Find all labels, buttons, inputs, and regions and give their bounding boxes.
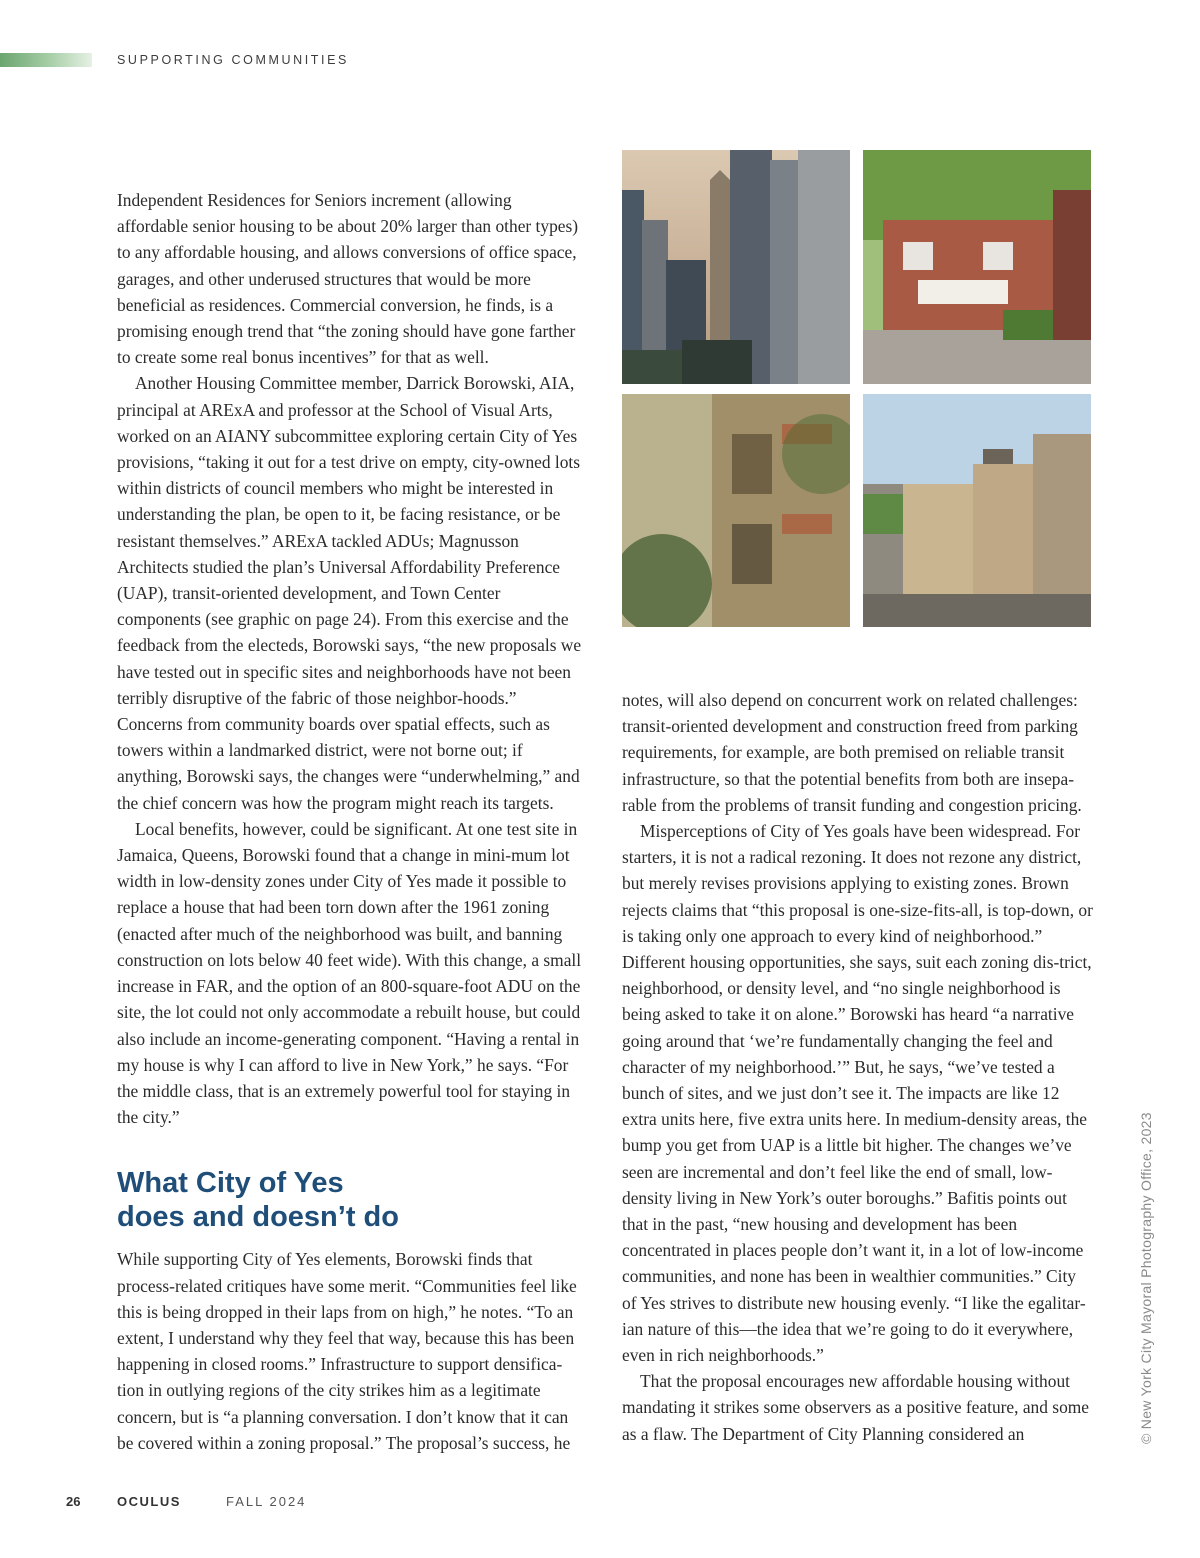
body-paragraph: notes, will also depend on concurrent work on related challenges: transit-oriented development and construction freed from parking requirements, for example, are both premised on reliable transit infrastructure, so that the potential benefits from both are insepa-rable from the problems of transit funding and congestion pricing.: [622, 690, 1082, 815]
photo-midtown-skyline: [622, 150, 850, 384]
body-paragraph: Another Housing Committee member, Darrick Borowski, AIA, principal at ARExA and professor at the School of Visual Arts, worked on an AIANY subcommittee exploring certain City of Yes provisions, “taking it out for a test drive on empty, city-owned lots within districts of council members who might be interested in understanding the plan, be open to it, be facing resistance, or be resistant themselves.” ARExA tackled ADUs; Magnusson Architects studied the plan’s Universal Affordability Preference (UAP), transit-oriented development, and Town Center components (see graphic on page 24). From this exercise and the feedback from the electeds, Borowski says, “the new proposals we have tested out in specific sites and neighborhoods have not been terribly disruptive of the fabric of those neighbor-hoods.” Concerns from community boards over spatial effects, such as towers within a landmarked district, were not borne out; if anything, Borowski says, the changes were “underwhelming,” and the chief concern was how the program might reach its targets.: [117, 373, 582, 813]
body-paragraph: That the proposal encourages new affordable housing without mandating it strikes some observers as a positive feature, and some as a flaw. The Department of City Planning considered an: [622, 1371, 1090, 1444]
photo-apartment-blocks: [863, 394, 1091, 627]
photo-brownstone-facades: [622, 394, 850, 627]
section-accent-bar: [0, 53, 92, 67]
section-subhead: What City of Yes does and doesn’t do: [117, 1167, 399, 1234]
photo-credit: © New York City Mayoral Photography Office, 2023: [1138, 1112, 1154, 1444]
publication-name: OCULUS: [117, 1494, 181, 1509]
page-number: 26: [66, 1494, 81, 1509]
issue-label: FALL 2024: [226, 1494, 307, 1509]
body-paragraph: Local benefits, however, could be significant. At one test site in Jamaica, Queens, Borowski found that a change in mini-mum lot width in low-density zones under City of Yes made it possible to replace a house that had been torn down after the 1961 zoning (enacted after much of the neighborhood was built, and banning construction on lots below 40 feet wide). With this change, a small increase in FAR, and the option of an 800-square-foot ADU on the site, the lot could not only accommodate a rebuilt house, but could also include an income-generating component. “Having a rental in my house is why I can afford to live in New York,” he says. “For the middle class, that is an extremely powerful tool for staying in the city.”: [117, 818, 582, 1128]
body-paragraph: Independent Residences for Seniors increment (allowing affordable senior housing to be about 20% larger than other types) to any affordable housing, and allows conversions of office space, garages, and other underused structures that would be more beneficial as residences. Commercial conversion, he finds, is a promising enough trend that “the zoning should have gone farther to create some real bonus incentives” for that as well.: [117, 190, 579, 368]
left-column: [117, 187, 585, 1456]
body-paragraph: While supporting City of Yes elements, Borowski finds that process-related critiques have some merit. “Communities feel like this is being dropped in their laps from on high,” he notes. “To an extent, I understand why they feel that way, because this has been happening in closed rooms.” Infrastructure to support densifica-tion in outlying regions of the city strikes him as a legitimate concern, but is “a planning conversation. I don’t know that it can be covered within a zoning proposal.” The proposal’s success, he: [117, 1249, 577, 1453]
body-paragraph: Misperceptions of City of Yes goals have been widespread. For starters, it is not a radical rezoning. It does not rezone any district, but merely revises provisions applying to existing zones. Brown rejects claims that “this proposal is one-size-fits-all, is top-down, or is taking only one approach to every kind of neighborhood.” Different housing opportunities, she says, suit each zoning dis-trict, neighborhood, or density level, and “no single neighborhood is being asked to take it on alone.” Borowski has heard “a narrative going around that ‘we’re fundamentally changing the feel and character of my neighborhood.’” But, he says, “we’ve tested a bunch of sites, and we just don’t see it. The impacts are like 12 extra units here, five extra units here. In medium-density areas, the bump you get from UAP is a little bit higher. The changes we’ve seen are incremental and don’t feel like the end of small, low-density living in New York’s outer boroughs.” Bafitis points out that in the past, “new housing and development has been concentrated in places people don’t want it, in a lot of low-income communities, and none has been in wealthier communities.” City of Yes strives to distribute new housing evenly. “I like the egalitar-ian nature of this—the idea that we’re going to do it everywhere, even in rich neighborhoods.”: [622, 821, 1093, 1366]
photo-brick-rowhouses: [863, 150, 1091, 384]
section-label: SUPPORTING COMMUNITIES: [117, 53, 349, 67]
right-column: [622, 687, 1094, 1447]
